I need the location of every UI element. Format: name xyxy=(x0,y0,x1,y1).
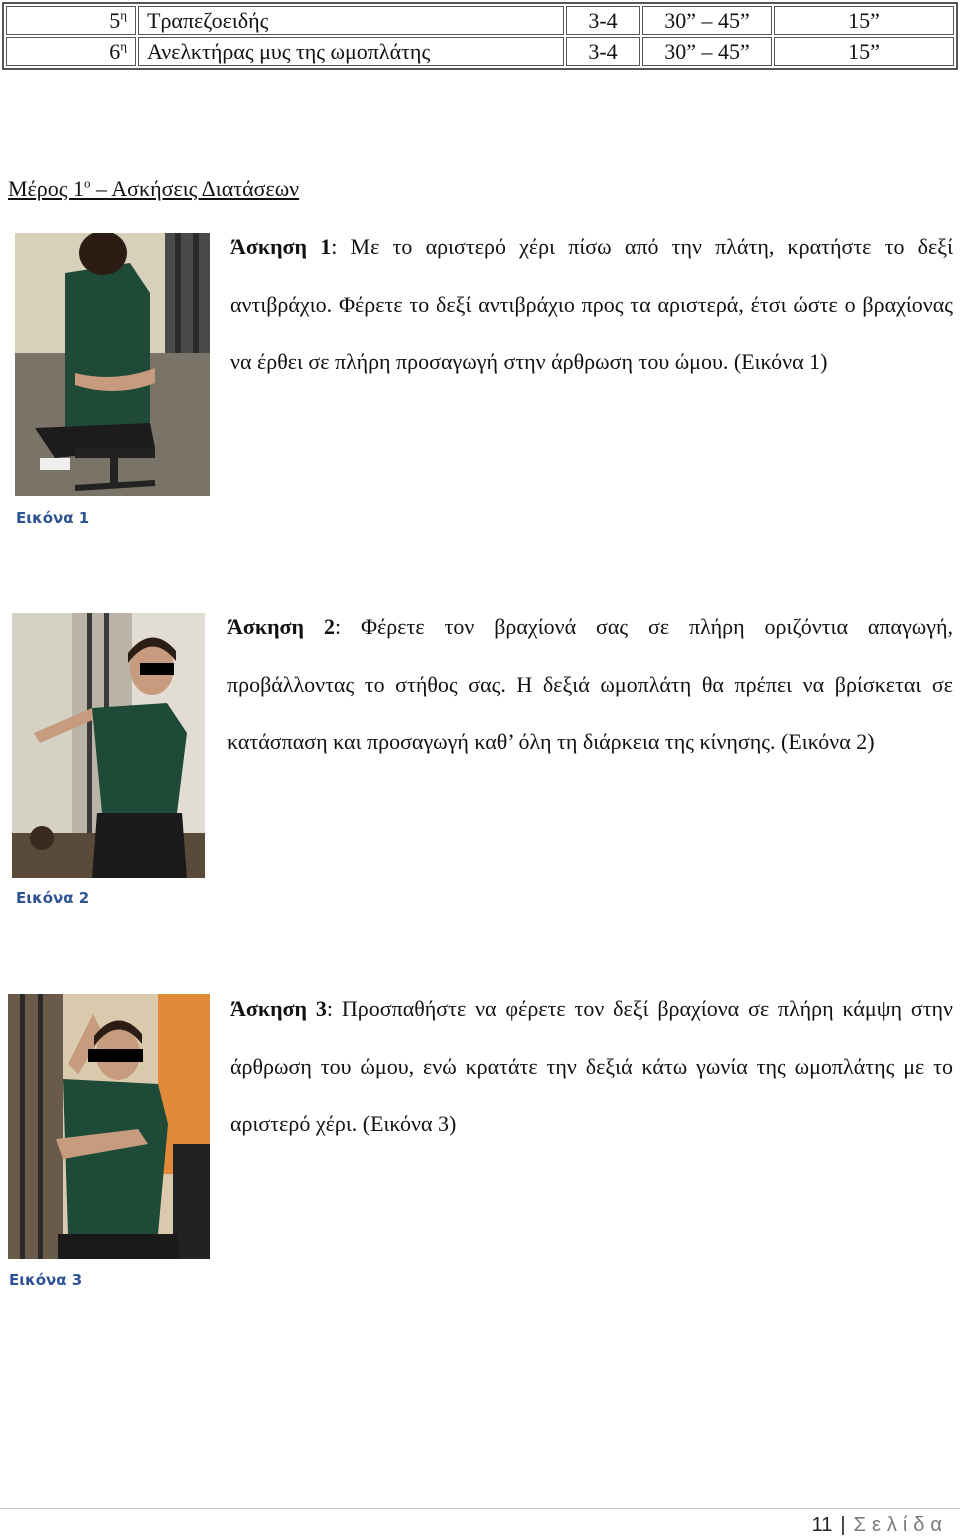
table-row xyxy=(6,6,954,35)
section-heading: Μέρος $1^o$ – Ασκήσεις Διατάσεων xyxy=(8,175,300,201)
muscle-name: Ανελκτήρας μυς της ωμοπλάτης xyxy=(138,37,564,66)
muscle-name: Τραπεζοειδής xyxy=(138,6,564,35)
figure-1-caption: Εικόνα 1 xyxy=(16,509,90,527)
exercise-2-photo xyxy=(12,613,205,878)
footer-separator: | xyxy=(840,1514,846,1536)
photo-illustration xyxy=(8,994,210,1259)
reps-value: 15” xyxy=(774,37,954,66)
row-number: $6^\eta$ xyxy=(6,37,136,66)
exercise-3-title: Άσκηση 3 xyxy=(230,996,327,1021)
figure-3-caption: Εικόνα 3 xyxy=(9,1271,83,1289)
page-word: Σελίδα xyxy=(853,1514,948,1536)
table-row xyxy=(6,37,954,66)
rest-value: 30” – 45” xyxy=(642,37,772,66)
exercise-1-text: Άσκηση 1: Με το αριστερό χέρι πίσω από την πλάτη, κρατήστε το δεξί αντιβράχιο. Φέρετε το δεξί αντιβράχιο προς τα αριστερά, έτσι ώστε ο βραχίονας να έρθει σε πλήρη προσαγωγή στην άρθρωση του ώμου. (Εικόνα 1) xyxy=(230,234,953,374)
figure-2-caption: Εικόνα 2 xyxy=(16,889,90,907)
sets-value: 3-4 xyxy=(566,37,640,66)
page-number: 11 xyxy=(811,1514,833,1536)
row-number: $5^\eta$ xyxy=(6,6,136,35)
exercise-1-photo xyxy=(15,233,210,496)
exercise-3-photo xyxy=(8,994,210,1259)
exercise-table xyxy=(2,2,958,70)
photo-illustration xyxy=(15,233,210,496)
sets-value: 3-4 xyxy=(566,6,640,35)
photo-illustration xyxy=(12,613,205,878)
exercise-3-text: Άσκηση 3: Προσπαθήστε να φέρετε τον δεξί βραχίονα σε πλήρη κάμψη στην άρθρωση του ώμου, ενώ κρατάτε την δεξιά κάτω γωνία της ωμοπλάτης με το αριστερό χέρι. (Εικόνα 3) xyxy=(230,996,953,1136)
page-footer xyxy=(812,1514,948,1537)
exercise-2-text: Άσκηση 2: Φέρετε τον βραχίονά σας σε πλήρη οριζόντια απαγωγή, προβάλλοντας το στήθος σας. Η δεξιά ωμοπλάτη θα πρέπει να βρίσκεται σε κατάσπαση και προσαγωγή καθ’ όλη τη διάρκεια της κίνησης. (Εικόνα 2) xyxy=(227,614,953,754)
footer-divider xyxy=(0,1508,960,1509)
reps-value: 15” xyxy=(774,6,954,35)
rest-value: 30” – 45” xyxy=(642,6,772,35)
exercise-2-title: Άσκηση 2 xyxy=(227,614,335,639)
exercise-1-title: Άσκηση 1 xyxy=(230,234,332,259)
